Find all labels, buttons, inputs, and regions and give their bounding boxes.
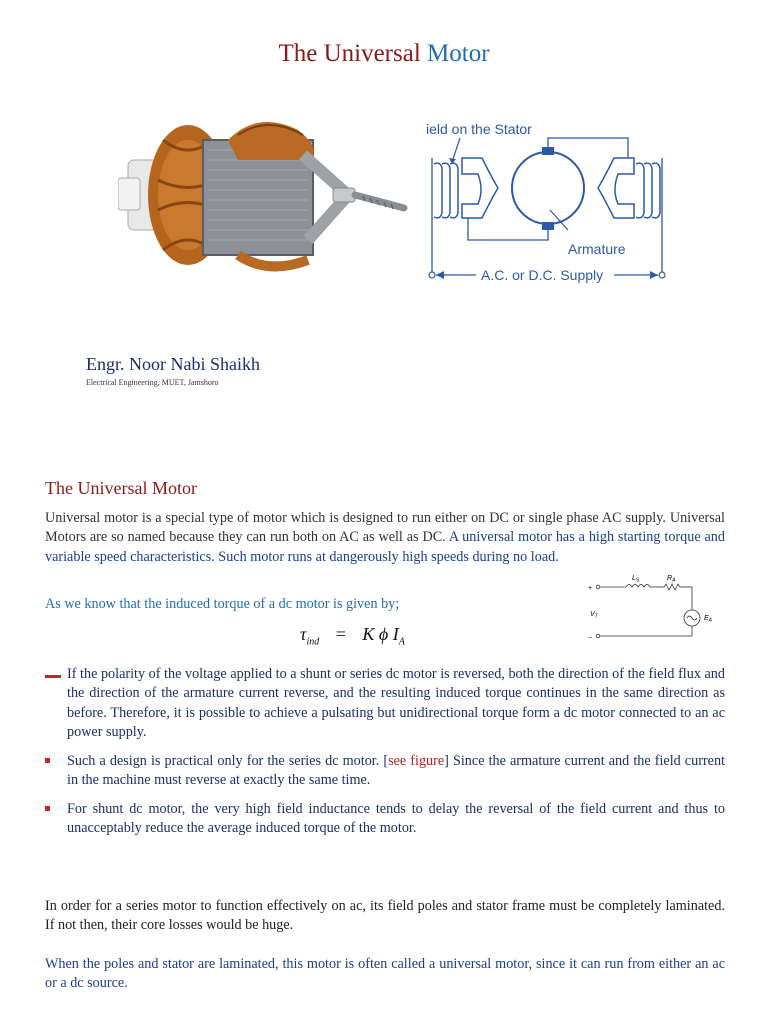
circuit-ls-label: $L_S$	[632, 575, 640, 584]
title-accent: Motor	[427, 40, 490, 67]
bullet-series-text-before: Such a design is practical only for the series dc motor. [	[67, 753, 389, 769]
intro-paragraph	[45, 509, 725, 567]
formula-tau: τ	[300, 624, 307, 644]
armature-label: Armature	[568, 241, 626, 257]
author-name: Engr. Noor Nabi Shaikh	[86, 354, 260, 374]
bullet-polarity: If the polarity of the voltage applied to a shunt or series dc motor is reversed, both the direction of the field flux and the direction of the armature current reverse, and the resulting induced torque continues in the same direction as before. Therefore, it is possible to achieve a pulsating but unidirectional torque form a dc motor connected to an ac power supply.	[67, 666, 725, 740]
formula-rhs: K ϕ I	[362, 624, 399, 644]
circuit-ea-label: $E_A$	[704, 615, 713, 624]
series-winding-diagram	[418, 118, 678, 288]
series-lamination-paragraph: In order for a series motor to function effectively on ac, its field poles and stator frame must be completely laminated. If not then, their core losses would be huge.	[45, 898, 725, 934]
author-affiliation: Electrical Engineering, MUET, Jamshoro	[86, 378, 219, 387]
bullet-square-icon	[45, 758, 50, 763]
section-heading: The Universal Motor	[45, 478, 197, 498]
intro-plain-text: Universal motor is a special type of motor which is designed to run either on DC or single phase AC supply. Universal Motors are so named because they can run both on AC as well as DC.	[45, 510, 725, 546]
circuit-vt-label: $V_T$	[590, 611, 598, 620]
intro-highlight-text: A universal motor has a high starting torque and variable speed characteristics. Such motor runs at dangerously high speeds during no load.	[45, 529, 725, 565]
torque-intro-text: As we know that the induced torque of a dc motor is given by;	[45, 596, 400, 612]
bullet-series-design	[67, 752, 725, 791]
formula-rhs-subscript: A	[398, 636, 405, 648]
page-title	[0, 40, 768, 68]
circuit-plus-terminal: +	[588, 585, 593, 592]
title-main: The Universal	[278, 40, 428, 67]
universal-motor-paragraph: When the poles and stator are laminated, this motor is often called a universal motor, since it can run from either an ac or a dc source.	[45, 956, 725, 992]
circuit-ra-label: $R_A$	[667, 575, 676, 584]
bullet-shunt: For shunt dc motor, the very high field inductance tends to delay the reversal of the field current and thus to unacceptably reduce the average induced torque of the motor.	[67, 801, 725, 837]
supply-label: A.C. or D.C. Supply	[481, 267, 604, 283]
formula-equals: =	[335, 624, 346, 644]
bullet-dash-icon	[45, 675, 61, 678]
stator-field-label: ield on the Stator	[426, 121, 532, 137]
series-motor-circuit	[584, 572, 724, 652]
bullet-square-icon	[45, 806, 50, 811]
circuit-minus-terminal: −	[588, 635, 593, 642]
bullet-series-text-after: ] Since the armature current and the field current in the machine must reverse at exactly the same time.	[67, 753, 725, 789]
universal-motor-photo	[118, 100, 408, 285]
see-figure-link[interactable]: see figure	[388, 753, 445, 769]
torque-formula	[300, 624, 405, 648]
formula-tau-subscript: ind	[306, 636, 320, 648]
